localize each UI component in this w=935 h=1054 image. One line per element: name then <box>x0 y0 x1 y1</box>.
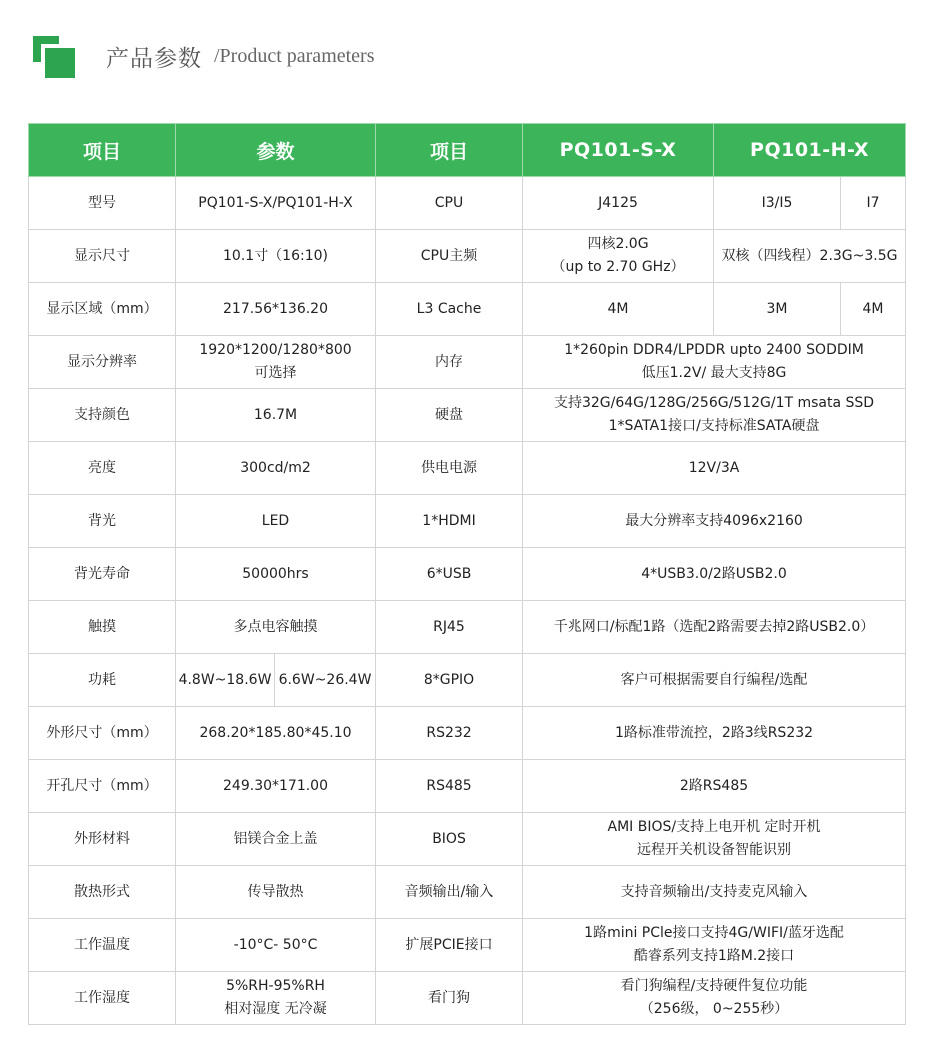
cell-line: 支持32G/64G/128G/256G/512G/1T msata SSD <box>553 395 875 411</box>
table-row <box>29 760 906 813</box>
row-label: 散热形式 <box>29 866 176 919</box>
table-row <box>29 601 906 654</box>
header-param: 参数 <box>176 124 376 177</box>
row-label: 硬盘 <box>376 389 523 442</box>
row-label: 外形材料 <box>29 813 176 866</box>
cell-line: 相对湿度 无冷凝 <box>224 1001 327 1017</box>
row-label: L3 Cache <box>376 283 523 336</box>
table-row <box>29 866 906 919</box>
row-label: 看门狗 <box>376 972 523 1025</box>
table-row <box>29 707 906 760</box>
row-label: BIOS <box>376 813 523 866</box>
row-value: 16.7M <box>176 389 376 442</box>
cell-line: 可选择 <box>254 365 297 381</box>
page-header <box>0 0 935 110</box>
product-parameters-table <box>28 123 906 1025</box>
row-value: -10°C- 50°C <box>176 919 376 972</box>
row-label: 音频输出/输入 <box>376 866 523 919</box>
cell-line: 1*SATA1接口/支持标准SATA硬盘 <box>608 418 820 434</box>
table-row <box>29 813 906 866</box>
row-value: 客户可根据需要自行编程/选配 <box>523 654 906 707</box>
cell-model-h-i7: 4M <box>841 283 906 336</box>
cell-model-h-i3i5: 3M <box>714 283 841 336</box>
row-value: 10.1寸（16:10) <box>176 230 376 283</box>
table-row <box>29 495 906 548</box>
brand-logo-icon <box>33 36 77 80</box>
row-label: 工作温度 <box>29 919 176 972</box>
row-label: 背光寿命 <box>29 548 176 601</box>
table-row <box>29 230 906 283</box>
row-value <box>176 336 376 389</box>
row-label: RJ45 <box>376 601 523 654</box>
page-subtitle: /Product parameters <box>214 45 375 67</box>
header-model-s: PQ101-S-X <box>523 124 714 177</box>
row-value: 千兆网口/标配1路（选配2路需要去掉2路USB2.0） <box>523 601 906 654</box>
row-value <box>523 813 906 866</box>
table-row <box>29 283 906 336</box>
row-value <box>523 972 906 1025</box>
header-item-right: 项目 <box>376 124 523 177</box>
row-value-model-s: 4.8W~18.6W <box>176 654 275 707</box>
cell-line: AMI BIOS/支持上电开机 定时开机 <box>607 819 821 835</box>
row-value <box>523 919 906 972</box>
row-label: 工作湿度 <box>29 972 176 1025</box>
table-row <box>29 442 906 495</box>
table-row <box>29 972 906 1025</box>
row-label: 1*HDMI <box>376 495 523 548</box>
row-label: CPU <box>376 177 523 230</box>
row-label: RS232 <box>376 707 523 760</box>
table-row <box>29 654 906 707</box>
row-value: 249.30*171.00 <box>176 760 376 813</box>
row-label: 开孔尺寸（mm） <box>29 760 176 813</box>
cell-model-s: 4M <box>523 283 714 336</box>
row-label: 显示尺寸 <box>29 230 176 283</box>
cell-line: 四核2.0G <box>587 236 649 252</box>
row-value <box>176 972 376 1025</box>
table-row <box>29 336 906 389</box>
row-value: 传导散热 <box>176 866 376 919</box>
row-label: 显示区域（mm） <box>29 283 176 336</box>
row-label: 扩展PCIE接口 <box>376 919 523 972</box>
page-title: 产品参数 <box>106 46 202 72</box>
row-value <box>523 389 906 442</box>
cell-line: （up to 2.70 GHz） <box>551 259 685 275</box>
row-label: 亮度 <box>29 442 176 495</box>
cell-model-h-i7: I7 <box>841 177 906 230</box>
row-label: 6*USB <box>376 548 523 601</box>
cell-line: （256级， 0~255秒） <box>639 1001 789 1017</box>
header-model-h: PQ101-H-X <box>714 124 906 177</box>
row-value: 50000hrs <box>176 548 376 601</box>
row-value: 最大分辨率支持4096x2160 <box>523 495 906 548</box>
cell-line: 1920*1200/1280*800 <box>199 342 352 358</box>
table-row <box>29 389 906 442</box>
cell-line: 远程开关机设备智能识别 <box>637 842 792 858</box>
row-label: 外形尺寸（mm） <box>29 707 176 760</box>
cell-line: 看门狗编程/支持硬件复位功能 <box>620 978 808 994</box>
row-value: 2路RS485 <box>523 760 906 813</box>
row-value: 铝镁合金上盖 <box>176 813 376 866</box>
row-label: 功耗 <box>29 654 176 707</box>
row-value: 支持音频输出/支持麦克风输入 <box>523 866 906 919</box>
cell-line: 1路mini PCle接口支持4G/WIFI/蓝牙选配 <box>584 925 844 941</box>
table-row <box>29 177 906 230</box>
row-label: 触摸 <box>29 601 176 654</box>
row-label: 支持颜色 <box>29 389 176 442</box>
cell-model-s <box>523 230 714 283</box>
table-row <box>29 548 906 601</box>
cell-line: 1*260pin DDR4/LPDDR upto 2400 SODDIM <box>564 342 864 358</box>
row-label: 8*GPIO <box>376 654 523 707</box>
row-label: CPU主频 <box>376 230 523 283</box>
row-value: 4*USB3.0/2路USB2.0 <box>523 548 906 601</box>
cell-model-s: J4125 <box>523 177 714 230</box>
row-value: 多点电容触摸 <box>176 601 376 654</box>
row-label: RS485 <box>376 760 523 813</box>
header-item-left: 项目 <box>29 124 176 177</box>
row-value: 300cd/m2 <box>176 442 376 495</box>
cell-line: 酷睿系列支持1路M.2接口 <box>633 948 795 964</box>
row-label: 背光 <box>29 495 176 548</box>
row-value: LED <box>176 495 376 548</box>
row-label: 内存 <box>376 336 523 389</box>
cell-line: 5%RH-95%RH <box>226 978 325 994</box>
row-value-model-h: 6.6W~26.4W <box>275 654 376 707</box>
row-label: 供电电源 <box>376 442 523 495</box>
cell-model-h: 双核（四线程）2.3G~3.5G <box>714 230 906 283</box>
row-value: 268.20*185.80*45.10 <box>176 707 376 760</box>
row-label: 显示分辨率 <box>29 336 176 389</box>
row-value: PQ101-S-X/PQ101-H-X <box>176 177 376 230</box>
row-label: 型号 <box>29 177 176 230</box>
cell-line: 低压1.2V/ 最大支持8G <box>641 365 787 381</box>
table-row <box>29 919 906 972</box>
cell-model-h-i3i5: I3/I5 <box>714 177 841 230</box>
table-header-row <box>29 124 906 177</box>
row-value: 12V/3A <box>523 442 906 495</box>
row-value <box>523 336 906 389</box>
row-value: 217.56*136.20 <box>176 283 376 336</box>
row-value: 1路标准带流控，2路3线RS232 <box>523 707 906 760</box>
